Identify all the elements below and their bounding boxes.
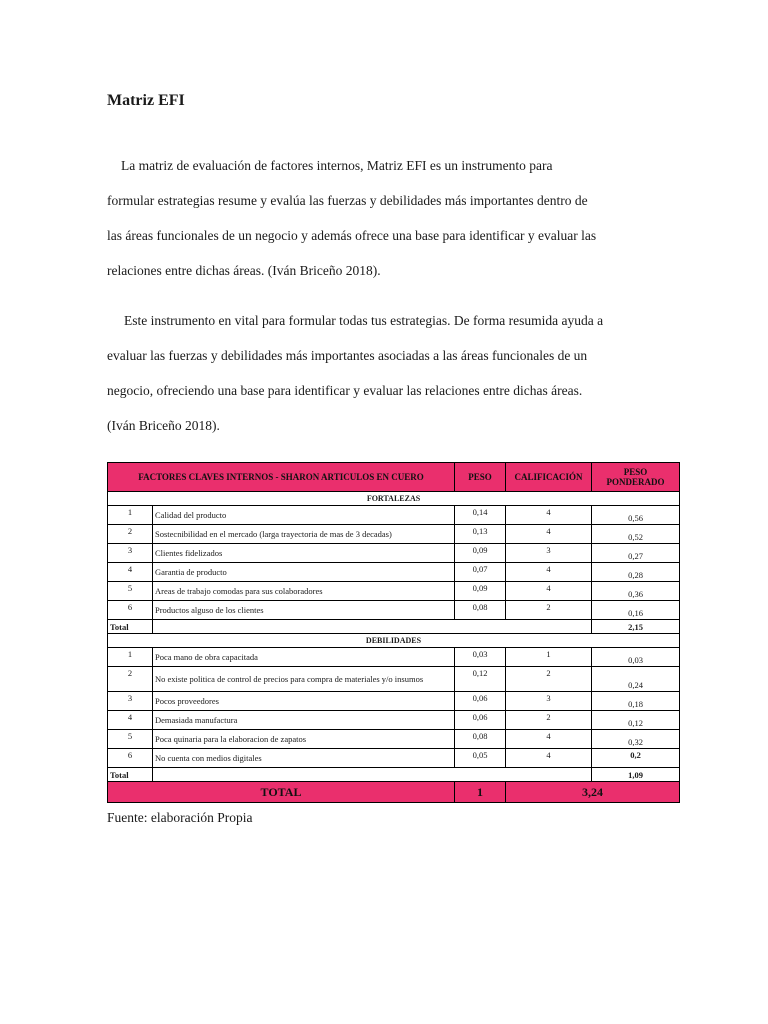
table-header-row [108,463,680,492]
row-weighted: 0,24 [592,667,680,692]
intro-paragraph [107,157,672,297]
row-weighted: 0,18 [592,692,680,711]
row-weight: 0,08 [455,730,506,749]
efi-matrix-table [107,462,680,803]
row-factor: Poca mano de obra capacitada [153,648,455,667]
row-factor: Productos alguso de los clientes [153,601,455,620]
paragraph-line: evaluar las fuerzas y debilidades más importantes asociadas a las áreas funcionales de un [107,348,588,363]
row-weighted: 0,27 [592,544,680,563]
total-label: Total [108,768,153,782]
row-factor: Clientes fidelizados [153,544,455,563]
row-weight: 0,09 [455,544,506,563]
row-number: 2 [108,667,153,692]
row-number: 3 [108,692,153,711]
row-weighted: 0,12 [592,711,680,730]
document-title: Matriz EFI [107,92,185,109]
table-row [108,730,680,749]
row-number: 3 [108,544,153,563]
row-rating: 4 [506,730,592,749]
section-label: DEBILIDADES [108,634,680,648]
header-rating: CALIFICACIÓN [506,463,592,492]
row-number: 1 [108,506,153,525]
row-rating: 2 [506,711,592,730]
paragraph-line: La matriz de evaluación de factores internos, Matriz EFI es un instrumento para [121,158,553,173]
row-rating: 4 [506,582,592,601]
row-weighted: 0,32 [592,730,680,749]
paragraph-line: Este instrumento en vital para formular todas tus estrategias. De forma resumida ayuda a [124,313,604,328]
row-rating: 3 [506,692,592,711]
table-row [108,711,680,730]
row-factor: Sostecnibilidad en el mercado (larga trayectoria de mas de 3 decadas) [153,525,455,544]
row-number: 4 [108,563,153,582]
row-factor: Demasiada manufactura [153,711,455,730]
row-factor: Poca quinaria para la elaboracion de zapatos [153,730,455,749]
row-number: 2 [108,525,153,544]
second-paragraph [107,312,672,452]
row-weighted: 0,52 [592,525,680,544]
row-rating: 4 [506,563,592,582]
row-rating: 2 [506,601,592,620]
header-weighted: PESO PONDERADO [592,463,680,492]
row-weight: 0,08 [455,601,506,620]
row-factor: Garantia de producto [153,563,455,582]
row-number: 6 [108,749,153,768]
table-row [108,692,680,711]
strengths-total-value: 2,15 [592,620,680,634]
row-factor: Areas de trabajo comodas para sus colaboradores [153,582,455,601]
weaknesses-total-row [108,768,680,782]
table-row [108,506,680,525]
row-weight: 0,03 [455,648,506,667]
row-factor: No existe politica de control de precios para compra de materiales y/o insumos [153,667,455,692]
row-rating: 1 [506,648,592,667]
row-rating: 2 [506,667,592,692]
row-rating: 3 [506,544,592,563]
total-spacer [153,620,592,634]
row-weighted: 0,03 [592,648,680,667]
paragraph-line: relaciones entre dichas áreas. (Iván Briceño 2018). [107,263,381,278]
row-weight: 0,06 [455,711,506,730]
paragraph-line: (Iván Briceño 2018). [107,418,220,433]
table-row [108,582,680,601]
table-row [108,749,680,768]
header-weight: PESO [455,463,506,492]
strengths-total-row [108,620,680,634]
grand-total-row [108,782,680,803]
total-spacer [153,768,592,782]
row-weight: 0,09 [455,582,506,601]
row-number: 5 [108,730,153,749]
table-row [108,648,680,667]
row-factor: Calidad del producto [153,506,455,525]
grand-total-label: TOTAL [108,782,455,803]
row-weight: 0,05 [455,749,506,768]
table-row [108,544,680,563]
row-weight: 0,13 [455,525,506,544]
source-note: Fuente: elaboración Propia [107,810,253,825]
table-row [108,667,680,692]
row-number: 6 [108,601,153,620]
row-rating: 4 [506,749,592,768]
section-label: FORTALEZAS [108,492,680,506]
grand-total-weight: 1 [455,782,506,803]
row-weight: 0,07 [455,563,506,582]
row-rating: 4 [506,525,592,544]
section-row-weaknesses [108,634,680,648]
paragraph-line: las áreas funcionales de un negocio y además ofrece una base para identificar y evaluar las [107,228,597,243]
row-weighted: 0,2 [592,749,680,768]
row-weight: 0,12 [455,667,506,692]
row-weighted: 0,56 [592,506,680,525]
row-number: 5 [108,582,153,601]
table-row [108,601,680,620]
row-weight: 0,14 [455,506,506,525]
table-row [108,525,680,544]
paragraph-line: formular estrategias resume y evalúa las fuerzas y debilidades más importantes dentro de [107,193,588,208]
row-factor: No cuenta con medios digitales [153,749,455,768]
section-row-strengths [108,492,680,506]
grand-total-weighted: 3,24 [506,782,680,803]
row-weight: 0,06 [455,692,506,711]
header-factors: FACTORES CLAVES INTERNOS - SHARON ARTICULOS EN CUERO [108,463,455,492]
weaknesses-total-value: 1,09 [592,768,680,782]
paragraph-line: negocio, ofreciendo una base para identificar y evaluar las relaciones entre dichas áreas. [107,383,583,398]
table-row [108,563,680,582]
row-number: 4 [108,711,153,730]
row-weighted: 0,28 [592,563,680,582]
row-weighted: 0,16 [592,601,680,620]
row-factor: Pocos proveedores [153,692,455,711]
row-weighted: 0,36 [592,582,680,601]
row-number: 1 [108,648,153,667]
total-label: Total [108,620,153,634]
row-rating: 4 [506,506,592,525]
